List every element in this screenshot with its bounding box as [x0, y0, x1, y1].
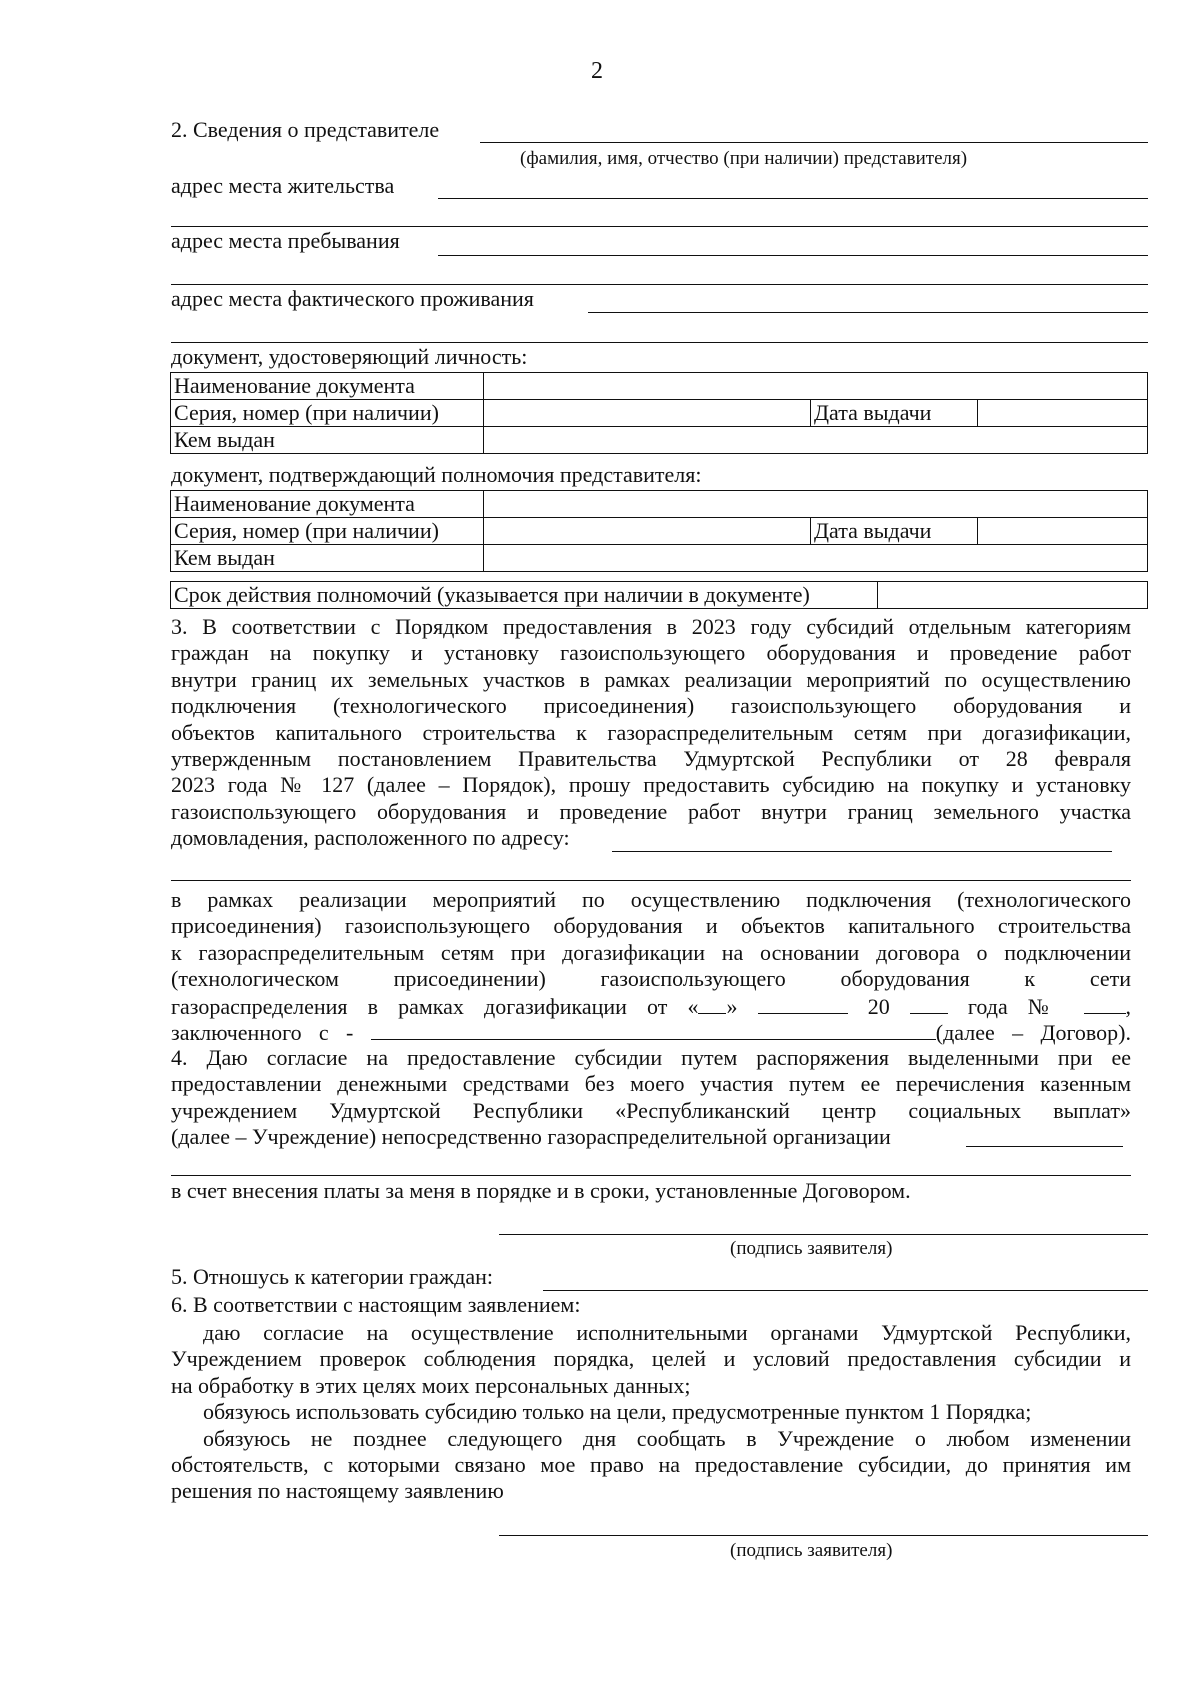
- paragraph-3-line: внутри границ их земельных участков в рамках реализации мероприятий по осуществлению: [171, 666, 1131, 692]
- id-doc-name-label: Наименование документа: [171, 373, 484, 400]
- residence-address-label: адрес места жительства: [171, 173, 395, 198]
- id-doc-issuer-field[interactable]: [484, 427, 1148, 454]
- paragraph-5: 5. Отношусь к категории граждан:: [171, 1264, 493, 1289]
- id-doc-issuer-label: Кем выдан: [171, 427, 484, 454]
- paragraph-6-line: обязуюсь использовать субсидию только на цели, предусмотренные пунктом 1 Порядка;: [203, 1399, 1032, 1425]
- representative-name-caption: (фамилия, имя, отчество (при наличии) представителя): [520, 148, 968, 169]
- stay-address-line-2[interactable]: [171, 284, 1148, 285]
- paragraph-6-line: обязуюсь не позднее следующего дня сообщать в Учреждение о любом изменении: [203, 1425, 1131, 1451]
- contract-party-suffix: (далее – Договор).: [935, 1019, 1131, 1045]
- contract-number-label: года №: [967, 993, 1064, 1019]
- id-document-table: [170, 372, 1148, 454]
- citizen-category-line[interactable]: [543, 1290, 1148, 1291]
- representative-heading: 2. Сведения о представителе: [171, 117, 440, 142]
- gas-organization-line-2[interactable]: [171, 1175, 1131, 1176]
- auth-doc-name-label: Наименование документа: [171, 491, 484, 518]
- auth-doc-date-field[interactable]: [978, 518, 1148, 545]
- residence-address-line-2[interactable]: [171, 226, 1148, 227]
- auth-doc-date-label: Дата выдачи: [811, 518, 978, 545]
- auth-doc-series-field[interactable]: [484, 518, 811, 545]
- paragraph-3-line: газоиспользующего оборудования и проведение работ внутри границ земельного участка: [171, 798, 1131, 824]
- contract-year-field[interactable]: [910, 993, 948, 1014]
- paragraph-3-cont-line: присоединения) газоиспользующего оборудования и объектов капитального строительства: [171, 913, 1131, 939]
- contract-month-field[interactable]: [758, 993, 848, 1014]
- paragraph-6-line: обстоятельств, с которыми связано мое право на предоставление субсидии, до принятия им: [171, 1451, 1131, 1477]
- paragraph-3-line: 3. В соответствии с Порядком предоставления в 2023 году субсидий отдельным категориям: [171, 614, 1131, 639]
- id-doc-date-label: Дата выдачи: [811, 400, 978, 427]
- signature-caption-1: (подпись заявителя): [730, 1238, 893, 1259]
- paragraph-3-line: объектов капитального строительства к газораспределительным сетям при догазификации,: [171, 719, 1131, 745]
- contract-date-prefix: газораспределения в рамках догазификации от «: [171, 993, 699, 1019]
- signature-line-2[interactable]: [499, 1535, 1148, 1536]
- actual-address-label: адрес места фактического проживания: [171, 286, 534, 311]
- contract-party-label: заключенного с -: [171, 1019, 354, 1045]
- gas-organization-label: (далее – Учреждение) непосредственно газораспределительной организации: [171, 1124, 891, 1150]
- auth-doc-issuer-label: Кем выдан: [171, 545, 484, 572]
- paragraph-3-line: подключения (технологического присоединения) газоиспользующего оборудования и: [171, 693, 1131, 719]
- contract-party-row: [171, 1019, 1131, 1045]
- stay-address-line[interactable]: [438, 255, 1148, 256]
- page-number: 2: [591, 58, 603, 84]
- paragraph-6-heading: 6. В соответствии с настоящим заявлением:: [171, 1292, 581, 1317]
- paragraph-4-line: 4. Даю согласие на предоставление субсидии путем распоряжения выделенными при ее: [171, 1045, 1131, 1070]
- paragraph-3-continued: [171, 887, 1131, 1045]
- household-address-line-2[interactable]: [171, 880, 1131, 881]
- paragraph-3: [171, 614, 1131, 852]
- paragraph-6-line: Учреждением проверок соблюдения порядка, целей и условий предоставления субсидии и: [171, 1346, 1131, 1372]
- id-doc-date-field[interactable]: [978, 400, 1148, 427]
- paragraph-3-cont-line: (технологическом присоединении) газоиспользующего оборудования к сети: [171, 966, 1131, 992]
- authority-term-table: [170, 581, 1148, 609]
- actual-address-line-2[interactable]: [171, 342, 1148, 343]
- paragraph-4-line: предоставлении денежными средствами без моего участия путем ее перечисления казенным: [171, 1071, 1131, 1097]
- paragraph-6-line: на обработку в этих целях моих персональных данных;: [171, 1372, 691, 1398]
- paragraph-3-cont-line: к газораспределительным сетям при догазификации на основании договора о подключении: [171, 939, 1131, 965]
- paragraph-3-cont-line: в рамках реализации мероприятий по осуществлению подключения (технологического: [171, 887, 1131, 912]
- contract-number-field[interactable]: [1084, 993, 1126, 1014]
- paragraph-3-line: утвержденным постановлением Правительства Удмуртской Республики от 28 февраля: [171, 745, 1131, 771]
- paragraph-6-consent: [171, 1320, 1131, 1505]
- signature-line-1[interactable]: [499, 1234, 1148, 1235]
- auth-doc-name-field[interactable]: [484, 491, 1148, 518]
- authority-document-heading: документ, подтверждающий полномочия представителя:: [171, 462, 702, 487]
- contract-party-field[interactable]: [371, 1019, 936, 1040]
- household-address-line[interactable]: [612, 851, 1112, 852]
- contract-date-row: [171, 993, 1131, 1019]
- contract-comma: ,: [1125, 993, 1131, 1019]
- id-doc-series-label: Серия, номер (при наличии): [171, 400, 484, 427]
- contract-date-quote: »: [726, 993, 738, 1019]
- representative-name-line[interactable]: [480, 142, 1148, 143]
- paragraph-4-line: учреждением Удмуртской Республики «Республиканский центр социальных выплат»: [171, 1097, 1131, 1123]
- paragraph-6-line: решения по настоящему заявлению: [171, 1478, 504, 1504]
- auth-doc-series-label: Серия, номер (при наличии): [171, 518, 484, 545]
- actual-address-line[interactable]: [588, 312, 1148, 313]
- residence-address-line[interactable]: [438, 198, 1148, 199]
- auth-doc-issuer-field[interactable]: [484, 545, 1148, 572]
- paragraph-3-line: [171, 825, 1131, 851]
- paragraph-6-line: даю согласие на осуществление исполнительными органами Удмуртской Республики,: [203, 1320, 1131, 1345]
- id-document-heading: документ, удостоверяющий личность:: [171, 344, 528, 369]
- auth-doc-term-field[interactable]: [878, 582, 1148, 609]
- id-doc-name-field[interactable]: [484, 373, 1148, 400]
- contract-year-prefix: 20: [867, 993, 890, 1019]
- stay-address-label: адрес места пребывания: [171, 228, 400, 253]
- paragraph-3-line: 2023 года № 127 (далее – Порядок), прошу предоставить субсидию на покупку и установку: [171, 772, 1131, 798]
- paragraph-3-line: граждан на покупку и установку газоиспользующего оборудования и проведение работ: [171, 640, 1131, 666]
- auth-doc-term-label: Срок действия полномочий (указывается при наличии в документе): [171, 582, 878, 609]
- paragraph-4-tail: в счет внесения платы за меня в порядке и в сроки, установленные Договором.: [171, 1178, 911, 1203]
- id-doc-series-field[interactable]: [484, 400, 811, 427]
- contract-day-field[interactable]: [698, 993, 726, 1014]
- gas-organization-line[interactable]: [966, 1146, 1123, 1147]
- paragraph-4: [171, 1045, 1131, 1151]
- household-address-label: домовладения, расположенного по адресу:: [171, 825, 570, 851]
- authority-document-table: [170, 490, 1148, 572]
- signature-caption-2: (подпись заявителя): [730, 1540, 893, 1561]
